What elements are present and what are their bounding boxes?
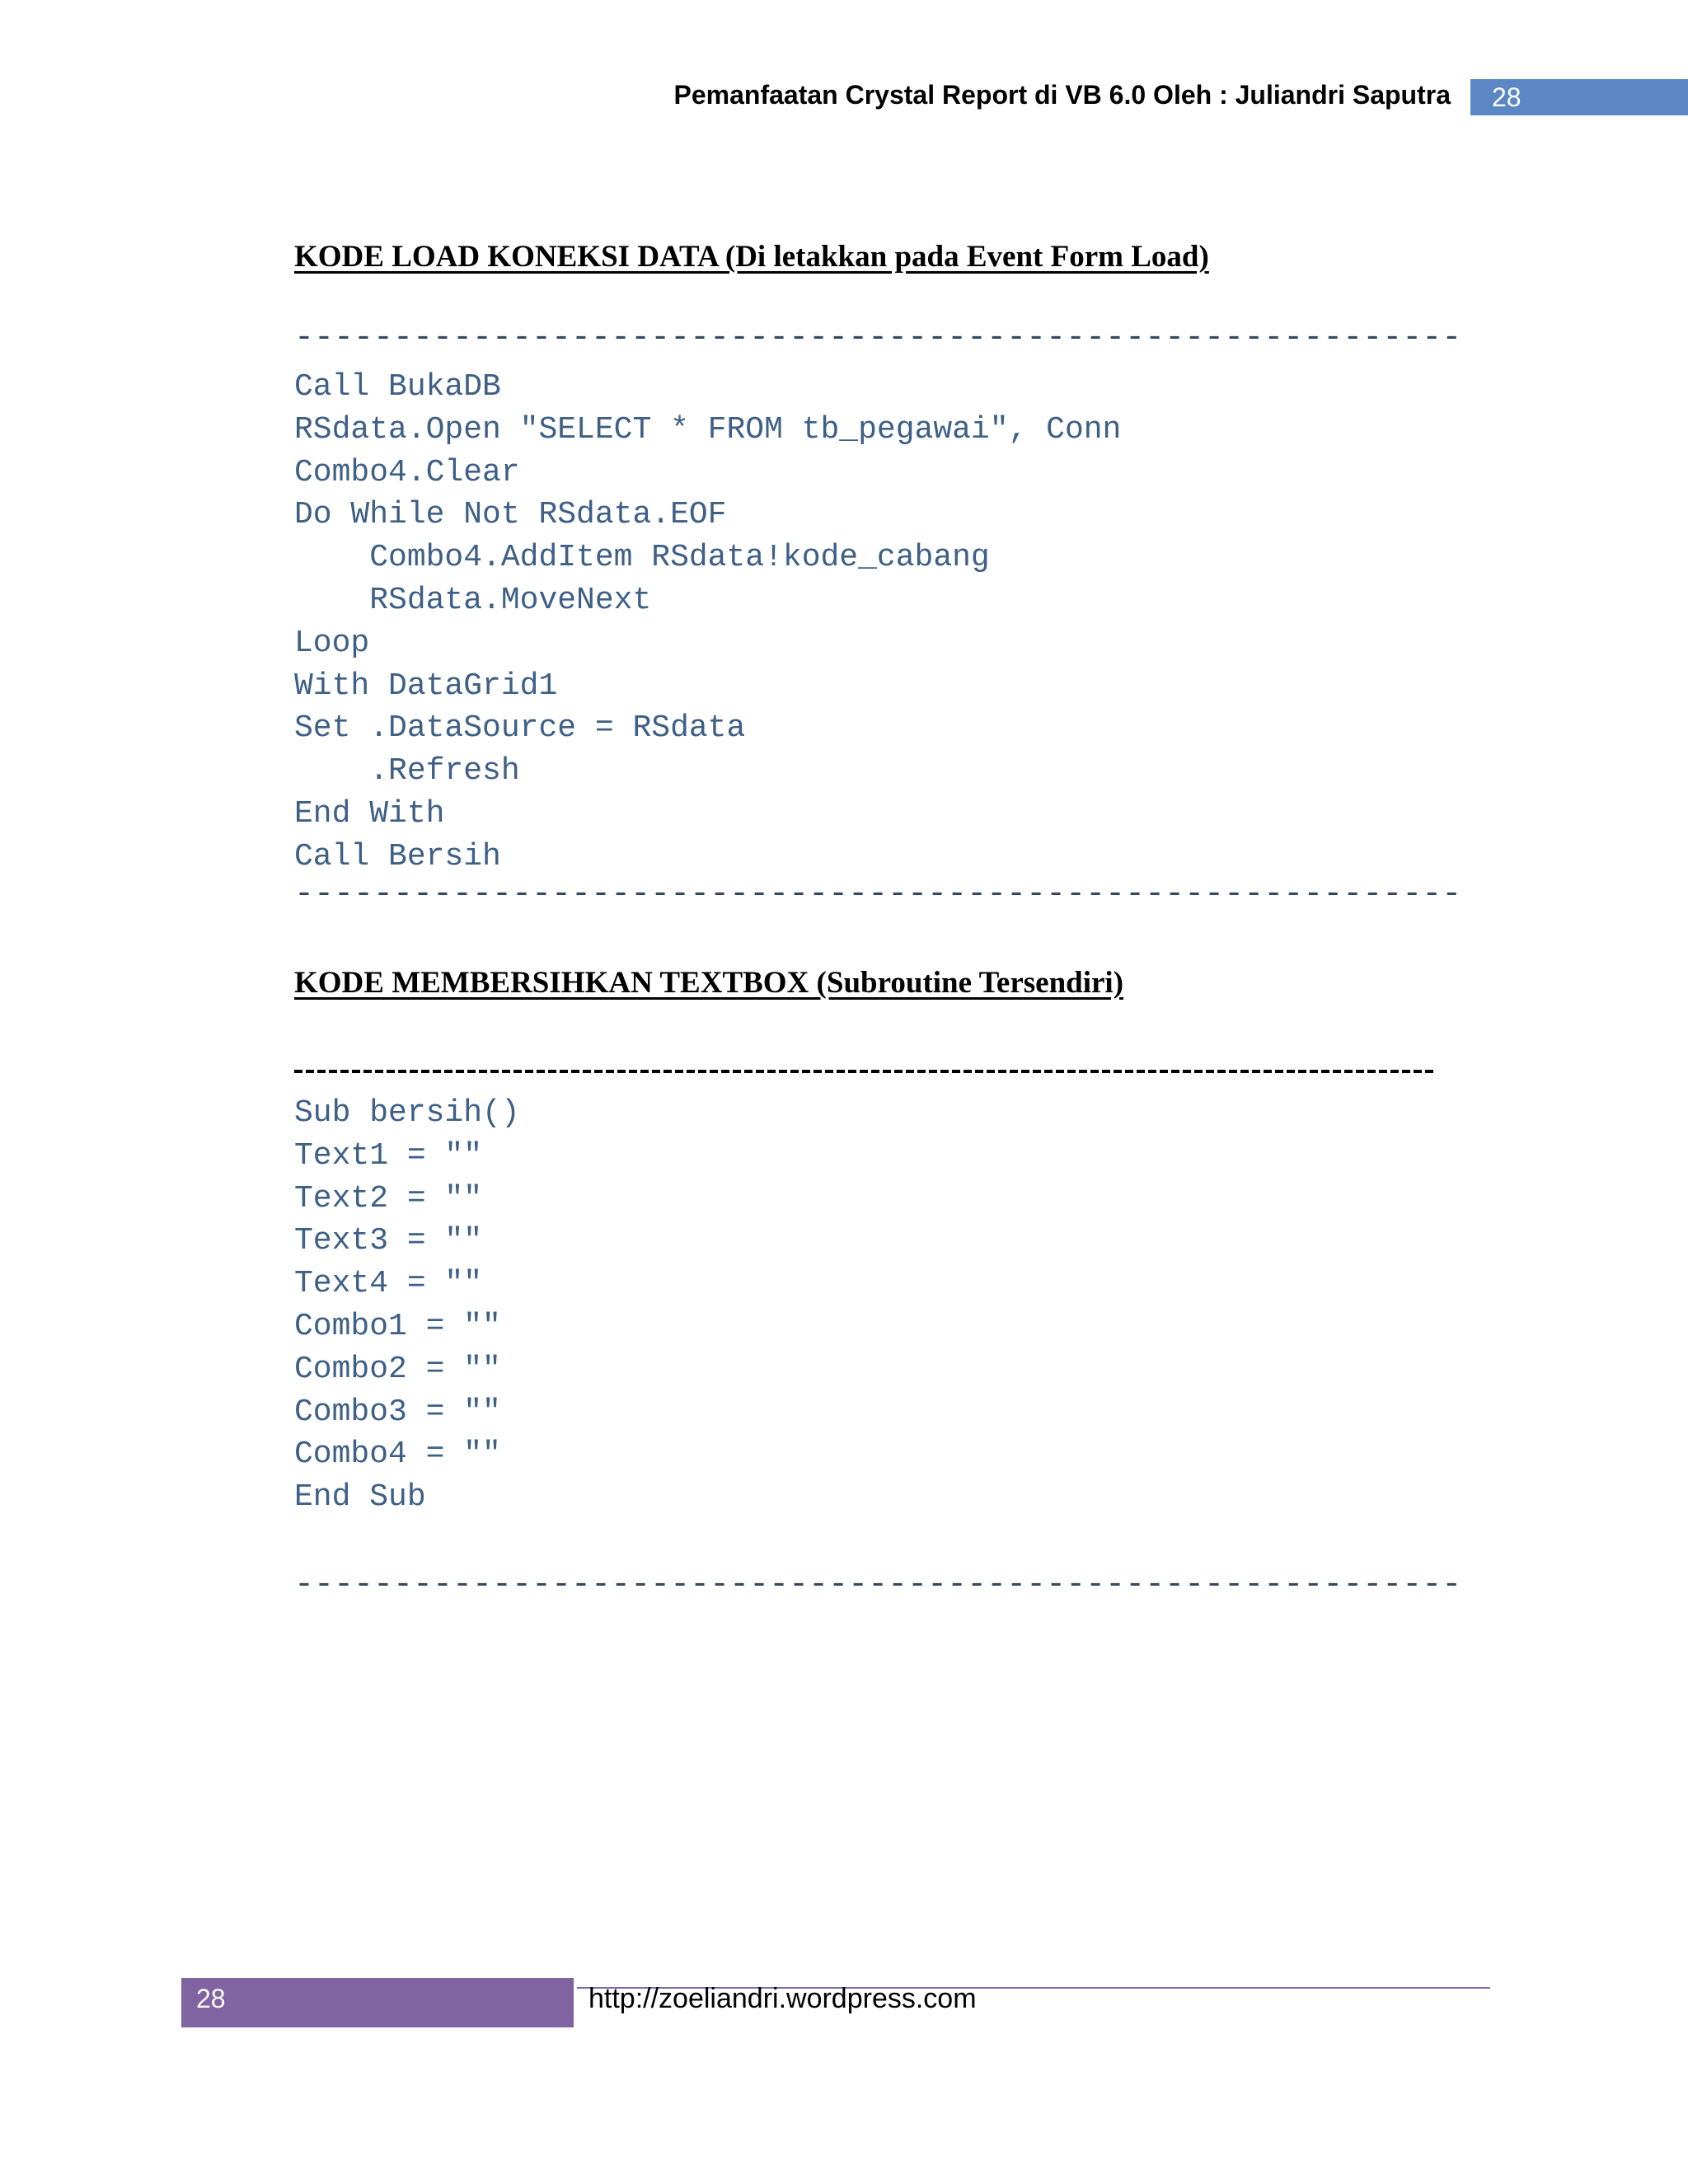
header-title: Pemanfaatan Crystal Report di VB 6.0 Oleh : Juliandri Saputra — [673, 80, 1451, 110]
section-heading-membersihkan-textbox: KODE MEMBERSIHKAN TEXTBOX (Subroutine Tersendiri) — [294, 966, 1124, 1000]
code-block-bersih: Sub bersih() Text1 = "" Text2 = "" Text3 = "" Text4 = "" Combo1 = "" Combo2 = "" Combo3 = "" Combo4 = "" End Sub — [294, 1095, 520, 1516]
footer-url-link[interactable]: http://zoeliandri.wordpress.com — [588, 1983, 977, 2014]
code-divider-bottom: ----------------------------------------------------------- — [294, 876, 1462, 913]
header-page-number: 28 — [1470, 79, 1688, 115]
footer-page-number: 28 — [181, 1978, 574, 2027]
code-divider-top: ----------------------------------------------------------- — [294, 320, 1462, 357]
code-block-load-koneksi: Call BukaDB RSdata.Open "SELECT * FROM tb_pegawai", Conn Combo4.Clear Do While Not RSdata.EOF Combo4.AddItem RSdata!kode_cabang RSdata.MoveNext Loop With DataGrid1 Set .DataSource = RSdata .Refresh End With Call Bersih — [294, 369, 1122, 874]
code-divider-bold — [294, 1070, 1436, 1073]
section-heading-load-koneksi: KODE LOAD KONEKSI DATA (Di letakkan pada Event Form Load) — [294, 240, 1209, 274]
code-divider-end: ----------------------------------------------------------- — [294, 1567, 1462, 1604]
